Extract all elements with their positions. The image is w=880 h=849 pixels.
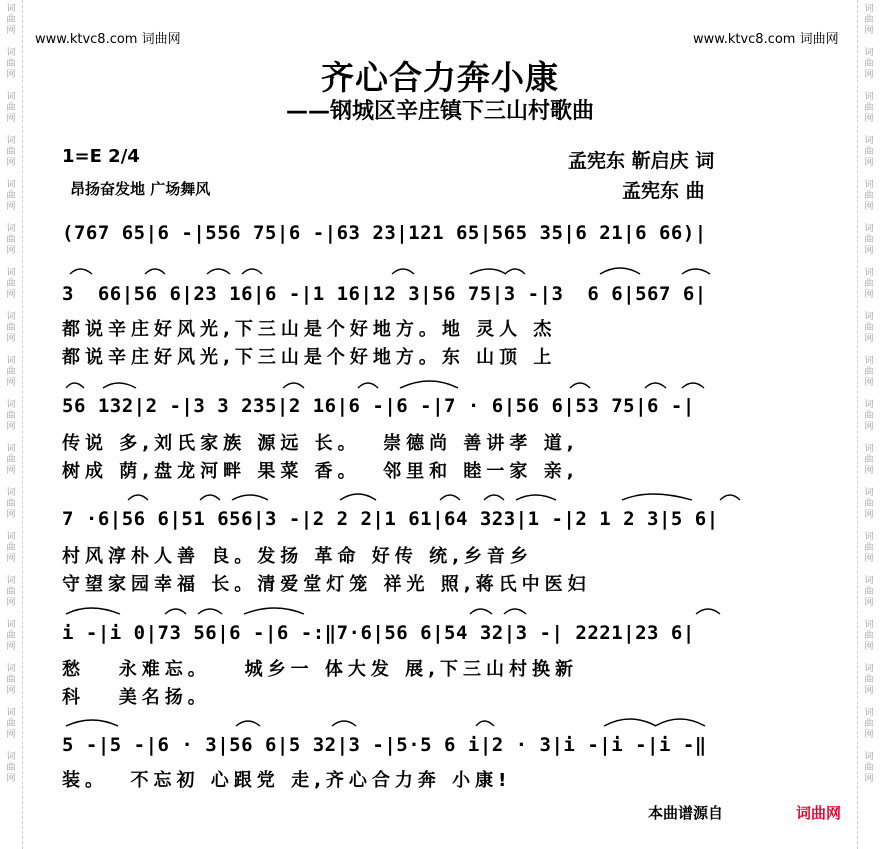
slur — [720, 495, 740, 500]
slur — [570, 383, 590, 388]
line3-notation: 7 ·6|56 6|51 656|3 -|2 2 2|1 61|64 323|1 -|2 1 2 3|5 6| — [62, 508, 719, 530]
slur — [392, 269, 414, 274]
line4-lyric-verse1: 愁 永难忘。 城乡一 体大发 展,下三山村换新 — [62, 659, 578, 680]
slur — [207, 269, 230, 274]
slur — [165, 609, 186, 614]
slur — [340, 494, 376, 500]
song-title: 齐心合力奔小康 — [321, 58, 559, 97]
slur — [66, 720, 118, 726]
slur — [66, 383, 84, 388]
slur — [103, 383, 136, 388]
line2-lyric-verse1: 传说 多,刘氏家族 源远 长。 崇德尚 善讲孝 道, — [62, 433, 579, 454]
line2-lyric-verse2: 树成 荫,盘龙河畔 果菜 香。 邻里和 睦一家 亲, — [62, 461, 579, 482]
slur — [242, 269, 262, 274]
slur — [244, 608, 304, 614]
line1-notation: 3 66|56 6|23 16|6 -|1 16|12 3|56 75|3 -|3 6 6|567 6| — [62, 283, 707, 305]
line1-lyric-verse1: 都说辛庄好风光,下三山是个好地方。地 灵人 杰 — [62, 319, 557, 340]
slur — [283, 383, 304, 388]
slur — [696, 609, 720, 614]
slur — [645, 383, 666, 388]
slur — [200, 495, 220, 500]
slur — [600, 268, 640, 274]
line3-lyric-verse2: 守望家园幸福 长。清爱堂灯笼 祥光 照,蒋氏中医妇 — [62, 574, 591, 595]
slur — [484, 495, 504, 500]
slur — [516, 495, 556, 500]
song-subtitle: ——钢城区辛庄镇下三山村歌曲 — [285, 99, 594, 124]
left-watermark-text: 词 曲 网 词 曲 网 词 曲 网 词 曲 网 词 曲 网 词 曲 网 词 曲 网 词 曲 网 词 曲 网 词 曲 网 词 曲 网 词 曲 网 词 曲 网 词 曲 网 词 曲 网 词 曲 网 词 曲 网 词 曲 网 — [6, 4, 16, 784]
key-signature: 1=E 2/4 — [62, 146, 140, 167]
source-label: 本曲谱源自 — [648, 804, 724, 822]
slur — [682, 383, 704, 388]
left-watermark-strip — [0, 0, 23, 849]
slur — [470, 609, 492, 614]
slur — [604, 719, 656, 726]
slur — [128, 495, 148, 500]
slur — [655, 719, 705, 726]
slur — [440, 495, 460, 500]
intro-notation: (767 65|6 -|556 75|6 -|63 23|121 65|565 35|6 21|6 66)| — [62, 222, 707, 244]
slur — [682, 269, 710, 274]
line2-notation: 56 132|2 -|3 3 235|2 16|6 -|6 -|7 · 6|56 6|53 75|6 -| — [62, 395, 695, 417]
slur — [70, 269, 92, 274]
line4-lyric-verse2: 科 美名扬。 — [62, 687, 211, 708]
slur — [358, 383, 378, 388]
right-watermark-text: 词 曲 网 词 曲 网 词 曲 网 词 曲 网 词 曲 网 词 曲 网 词 曲 网 词 曲 网 词 曲 网 词 曲 网 词 曲 网 词 曲 网 词 曲 网 词 曲 网 词 曲 网 词 曲 网 词 曲 网 词 曲 网 — [864, 4, 874, 784]
slur — [622, 494, 692, 500]
slur — [470, 269, 506, 274]
slur — [504, 609, 526, 614]
slur — [66, 608, 120, 614]
performance-style: 昂扬奋发地 广场舞风 — [70, 180, 211, 198]
slur — [505, 269, 525, 274]
slur — [476, 721, 494, 726]
line5-notation: 5 -|5 -|6 · 3|56 6|5 32|3 -|5·5 6 i|2 · 3|i -|i -|i -‖ — [62, 734, 707, 756]
site-url-right[interactable]: www.ktvc8.com 词曲网 — [693, 32, 839, 47]
slur — [232, 495, 268, 500]
composer-credit: 孟宪东 曲 — [622, 180, 705, 202]
right-watermark-strip — [857, 0, 880, 849]
slur — [400, 381, 458, 388]
lyricist-credit: 孟宪东 靳启庆 词 — [568, 150, 715, 172]
line3-lyric-verse1: 村风淳朴人善 良。发扬 革命 好传 统,乡音乡 — [62, 546, 533, 567]
slur — [236, 721, 260, 726]
brand-link[interactable]: 词曲网 — [796, 804, 842, 822]
line1-lyric-verse2: 都说辛庄好风光,下三山是个好地方。东 山顶 上 — [62, 347, 557, 368]
slur — [332, 721, 356, 726]
slur — [198, 609, 222, 614]
line4-notation: i -|i 0|73 56|6 -|6 -:‖7·6|56 6|54 32|3 -| 2221|23 6| — [62, 622, 695, 644]
slur — [145, 269, 165, 274]
site-url-left[interactable]: www.ktvc8.com 词曲网 — [35, 32, 181, 47]
line5-lyric: 装。 不忘初 心跟党 走,齐心合力奔 小康! — [62, 770, 512, 791]
